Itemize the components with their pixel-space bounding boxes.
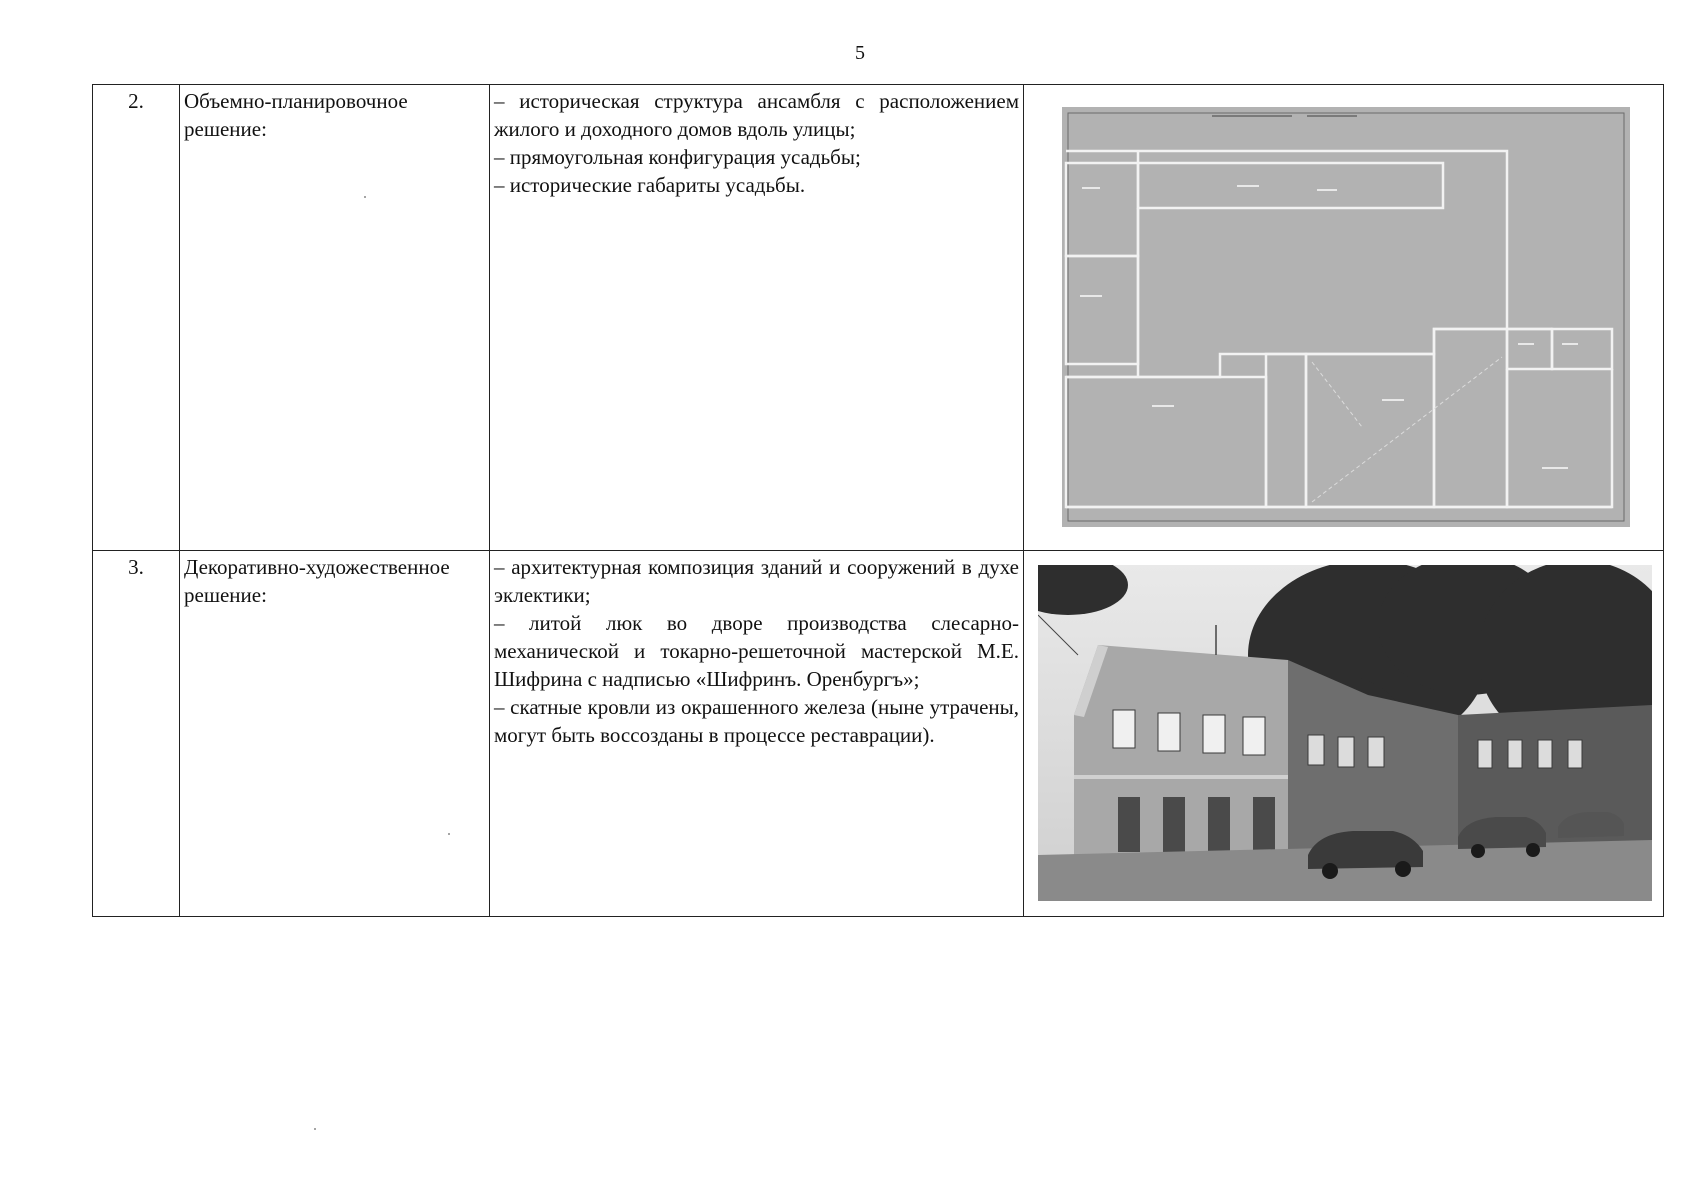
elements-table <box>92 84 1664 917</box>
table-row <box>93 85 1664 551</box>
row-number: 3. <box>93 551 180 917</box>
building-photo <box>1038 565 1652 901</box>
image-cell <box>1024 85 1664 551</box>
row-title: Объемно-планировочное решение: <box>180 85 490 551</box>
row-description <box>490 551 1024 917</box>
list-item: – литой люк во дворе производства слесарно-механической и токарно-решеточной мастерской М.Е. Шифрина с надписью «Шифринъ. Оренбургъ»; <box>494 611 1019 691</box>
scan-speck <box>448 833 450 835</box>
list-item: – исторические габариты усадьбы. <box>494 173 806 197</box>
floor-plan-image <box>1062 107 1630 527</box>
table-row <box>93 551 1664 917</box>
row-description <box>490 85 1024 551</box>
page-number: 5 <box>855 42 865 64</box>
row-number: 2. <box>93 85 180 551</box>
list-item: – прямоугольная конфигурация усадьбы; <box>494 145 861 169</box>
list-item: – скатные кровли из окрашенного железа (ныне утрачены, могут быть воссозданы в процессе реставрации). <box>494 695 1019 747</box>
scan-speck <box>314 1128 316 1130</box>
image-cell <box>1024 551 1664 917</box>
scan-speck <box>364 196 366 198</box>
row-title: Декоративно-художественное решение: <box>180 551 490 917</box>
list-item: – архитектурная композиция зданий и сооружений в духе эклектики; <box>494 555 1019 607</box>
list-item: – историческая структура ансамбля с расположением жилого и доходного домов вдоль улицы; <box>494 89 1019 141</box>
